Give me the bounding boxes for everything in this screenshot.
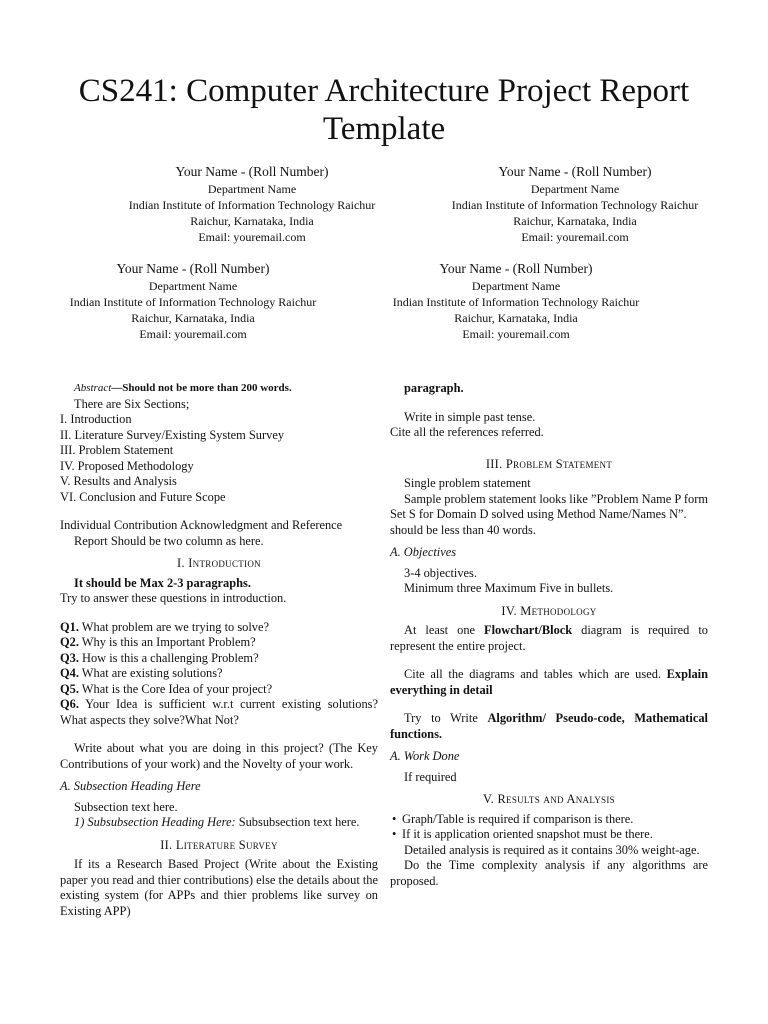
less-words-text: should be less than 40 words. <box>390 522 536 537</box>
question-1 <box>60 620 378 636</box>
write-about-text: Write about what you are doing in this project? (The Key Contributions of your work) and the Novelty of your work. <box>60 741 378 771</box>
sample-problem-text: Sample problem statement looks like ”Problem Name P form Set S for Domain D solved using Method Name/Names N”. <box>390 491 708 521</box>
subsection-text: Subsection text here. <box>74 799 178 814</box>
subsubsection-text: Subsubsection text here. <box>235 815 360 829</box>
bullet-icon: • <box>392 811 397 826</box>
paragraph-bold: paragraph. <box>404 381 464 395</box>
algorithm-text <box>390 711 708 742</box>
author-dept: Department Name <box>471 279 561 293</box>
question-text: What is the Core Idea of your project? <box>78 681 273 696</box>
abstract-label: Abstract <box>74 382 112 394</box>
six-sections-text: There are Six Sections; <box>74 396 190 411</box>
paragraph-continuation <box>390 381 708 397</box>
author-name: Your Name - (Roll Number) <box>116 261 270 276</box>
cite-diagrams-text <box>390 667 708 698</box>
section-list-item: I. Introduction <box>60 412 132 426</box>
author-dept: Department Name <box>148 279 238 293</box>
section-list-item: VI. Conclusion and Future Scope <box>60 489 226 504</box>
intro-try-text: Try to answer these questions in introduction. <box>60 591 287 605</box>
author-inst: Indian Institute of Information Technology Raichur <box>128 198 376 212</box>
section-heading-results: V. Results and Analysis <box>483 792 615 806</box>
section-list-item: II. Literature Survey/Existing System Survey <box>60 427 285 442</box>
question-number: Q5. <box>60 681 79 696</box>
abstract-text: —Should not be more than 200 words. <box>111 382 292 394</box>
author-email: Email: youremail.com <box>462 327 570 341</box>
author-block-2 <box>425 163 725 245</box>
section-heading-literature: II. Literature Survey <box>160 837 278 852</box>
section-heading-introduction: I. Introduction <box>177 556 261 570</box>
bullet-text: Graph/Table is required if comparison is there. <box>402 811 634 826</box>
time-complexity-text: Do the Time complexity analysis if any algorithms are proposed. <box>390 858 708 888</box>
flow-pre: At least one <box>404 623 485 637</box>
algo-pre: Try to Write <box>404 711 488 725</box>
contribution-line-2: Report Should be two column as here. <box>74 533 264 548</box>
question-5 <box>60 682 378 698</box>
question-number: Q3. <box>60 650 79 665</box>
literature-text: If its a Research Based Project (Write about the Existing paper you read and thier contributions) else the details about the existing system (for APPs and thier problems like survey on Existing APP) <box>60 857 378 918</box>
left-column <box>60 381 378 919</box>
author-inst: Indian Institute of Information Technology Raichur <box>451 198 699 212</box>
single-problem-text: Single problem statement <box>404 476 531 490</box>
subsubsection-heading: 1) Subsubsection Heading Here: <box>74 815 236 829</box>
paper-title <box>0 72 768 148</box>
results-bullet-2 <box>390 827 708 843</box>
author-email: Email: youremail.com <box>521 230 629 244</box>
question-4 <box>60 666 378 682</box>
cite-pre: Cite all the diagrams and tables which are used. <box>404 667 667 681</box>
author-block-4 <box>366 260 666 342</box>
intro-bold-text <box>60 576 378 592</box>
question-text: How is this a challenging Problem? <box>78 650 259 665</box>
subsection-heading: A. Subsection Heading Here <box>60 779 201 793</box>
bullet-text: If it is application oriented snapshot must be there. <box>402 827 653 841</box>
author-email: Email: youremail.com <box>139 327 247 341</box>
work-done-text: If required <box>404 769 457 784</box>
question-3 <box>60 651 378 667</box>
bullet-icon: • <box>392 827 397 841</box>
author-location: Raichur, Karnataka, India <box>513 214 637 228</box>
title-line-2: Template <box>322 111 446 147</box>
author-inst: Indian Institute of Information Technology Raichur <box>69 295 317 309</box>
author-name: Your Name - (Roll Number) <box>175 164 329 179</box>
objectives-text-1: 3-4 objectives. <box>404 565 477 580</box>
author-dept: Department Name <box>530 182 620 196</box>
flow-post: diagram is required to represent the entire project. <box>390 623 709 653</box>
section-list-item: V. Results and Analysis <box>60 474 177 488</box>
section-list-item: III. Problem Statement <box>60 443 174 457</box>
author-location: Raichur, Karnataka, India <box>131 311 255 325</box>
right-column <box>390 381 708 889</box>
question-2 <box>60 635 378 651</box>
question-number: Q4. <box>60 666 79 680</box>
detailed-analysis-text: Detailed analysis is required as it contains 30% weight-age. <box>404 842 700 857</box>
algo-bold: Algorithm/ Pseudo-code, Mathematical functions. <box>390 711 708 741</box>
flowchart-text <box>390 623 708 654</box>
intro-bold: It should be Max 2-3 paragraphs. <box>74 575 251 590</box>
author-location: Raichur, Karnataka, India <box>190 214 314 228</box>
question-text: What problem are we trying to solve? <box>78 619 269 634</box>
author-email: Email: youremail.com <box>198 230 306 244</box>
question-text: What are existing solutions? <box>78 666 223 680</box>
question-text: Your Idea is sufficient w.r.t current existing solutions? What aspects they solve?What Not? <box>60 697 378 727</box>
subsubsection <box>60 815 378 831</box>
section-heading-problem: III. Problem Statement <box>485 456 613 471</box>
title-line-1: CS241: Computer Architecture Project Report <box>78 73 690 109</box>
author-location: Raichur, Karnataka, India <box>454 311 578 325</box>
question-number: Q1. <box>60 619 79 634</box>
question-number: Q2. <box>60 635 79 649</box>
results-bullet-1 <box>390 812 708 828</box>
past-tense-text: Write in simple past tense. <box>404 409 536 424</box>
cite-refs-text: Cite all the references referred. <box>390 425 544 439</box>
question-number: Q6. <box>60 697 79 711</box>
author-name: Your Name - (Roll Number) <box>498 164 652 179</box>
section-list-item: IV. Proposed Methodology <box>60 458 194 473</box>
objectives-text-2: Minimum three Maximum Five in bullets. <box>404 581 614 595</box>
abstract <box>60 381 378 397</box>
author-dept: Department Name <box>207 182 297 196</box>
question-text: Why is this an Important Problem? <box>78 635 256 649</box>
section-heading-methodology: IV. Methodology <box>501 603 597 618</box>
question-6 <box>60 697 378 728</box>
author-inst: Indian Institute of Information Technology Raichur <box>392 295 640 309</box>
author-block-1 <box>102 163 402 245</box>
cite-bold: Explain everything in detail <box>390 667 708 697</box>
work-done-heading: A. Work Done <box>390 749 460 763</box>
flow-bold: Flowchart/Block <box>484 623 573 637</box>
author-block-3 <box>43 260 343 342</box>
objectives-heading: A. Objectives <box>390 545 457 559</box>
contribution-line-1: Individual Contribution Acknowledgment and Reference <box>60 518 343 532</box>
author-name: Your Name - (Roll Number) <box>439 261 593 276</box>
